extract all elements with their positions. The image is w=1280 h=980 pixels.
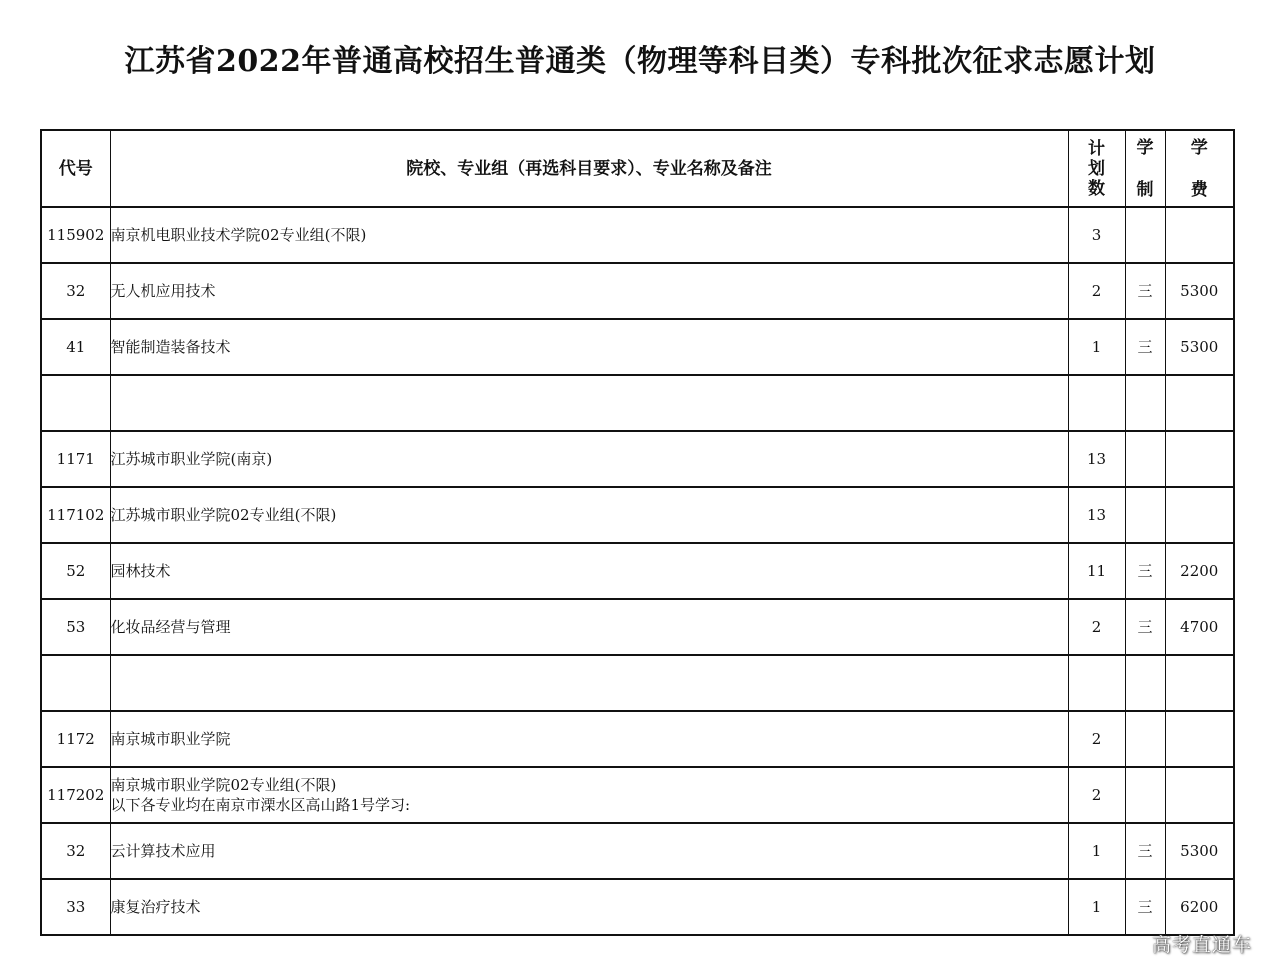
enrollment-plan-table <box>40 129 1235 936</box>
row-code: 1172 <box>41 711 110 767</box>
row-name: 云计算技术应用 <box>110 842 216 860</box>
row-description <box>110 319 1068 375</box>
row-name: 康复治疗技术 <box>110 898 201 916</box>
page-title: 江苏省2022年普通高校招生普通类（物理等科目类）专科批次征求志愿计划 <box>124 44 1156 79</box>
row-duration <box>1125 767 1165 823</box>
row-description <box>110 711 1068 767</box>
table-row <box>41 375 1234 431</box>
row-code: 117102 <box>41 487 110 543</box>
table-row <box>41 263 1234 319</box>
table-row <box>41 319 1234 375</box>
row-tuition <box>1165 375 1234 431</box>
table-header-row <box>41 130 1234 207</box>
row-plan-count: 13 <box>1068 431 1125 487</box>
header-code: 代号 <box>41 130 110 207</box>
row-tuition <box>1165 207 1234 263</box>
row-description <box>110 263 1068 319</box>
row-plan-count: 2 <box>1068 711 1125 767</box>
row-name: 南京城市职业学院02专业组(不限) <box>110 776 337 794</box>
row-tuition: 5300 <box>1165 319 1234 375</box>
row-code: 32 <box>41 823 110 879</box>
table-row <box>41 879 1234 935</box>
row-tuition <box>1165 655 1234 711</box>
row-name: 无人机应用技术 <box>110 282 216 300</box>
row-tuition: 6200 <box>1165 879 1234 935</box>
row-tuition <box>1165 767 1234 823</box>
row-description <box>110 207 1068 263</box>
row-description <box>110 431 1068 487</box>
table-row <box>41 207 1234 263</box>
row-tuition: 4700 <box>1165 599 1234 655</box>
table-row <box>41 543 1234 599</box>
row-description <box>110 655 1068 711</box>
row-duration <box>1125 487 1165 543</box>
row-name: 南京机电职业技术学院02专业组(不限) <box>110 226 367 244</box>
row-duration: 三 <box>1125 823 1165 879</box>
row-duration: 三 <box>1125 263 1165 319</box>
header-description: 院校、专业组（再选科目要求）、专业名称及备注 <box>110 130 1068 207</box>
row-description <box>110 599 1068 655</box>
table-row <box>41 767 1234 823</box>
row-plan-count: 2 <box>1068 263 1125 319</box>
row-duration <box>1125 207 1165 263</box>
row-code <box>41 375 110 431</box>
row-tuition <box>1165 487 1234 543</box>
table-row <box>41 487 1234 543</box>
watermark-text: 高考直通车 <box>1151 934 1252 956</box>
row-code: 52 <box>41 543 110 599</box>
row-duration <box>1125 655 1165 711</box>
table-row <box>41 655 1234 711</box>
row-name: 园林技术 <box>110 562 171 580</box>
row-tuition <box>1165 431 1234 487</box>
header-duration-char-2: 制 <box>1136 179 1154 200</box>
row-code: 32 <box>41 263 110 319</box>
row-duration: 三 <box>1125 599 1165 655</box>
row-duration <box>1125 711 1165 767</box>
header-duration-char-1: 学 <box>1136 137 1154 158</box>
row-duration: 三 <box>1125 543 1165 599</box>
row-name: 化妆品经营与管理 <box>110 618 231 636</box>
row-note: 以下各专业均在南京市溧水区高山路1号学习: <box>110 796 411 814</box>
table-row <box>41 823 1234 879</box>
row-code <box>41 655 110 711</box>
row-code: 1171 <box>41 431 110 487</box>
header-plan-char-1: 计 <box>1088 138 1105 159</box>
row-code: 41 <box>41 319 110 375</box>
table-row <box>41 431 1234 487</box>
header-tuition <box>1165 130 1234 207</box>
row-name: 智能制造装备技术 <box>110 338 231 356</box>
row-tuition: 5300 <box>1165 263 1234 319</box>
row-description <box>110 487 1068 543</box>
row-plan-count <box>1068 655 1125 711</box>
row-tuition: 5300 <box>1165 823 1234 879</box>
table-row <box>41 599 1234 655</box>
row-description <box>110 767 1068 823</box>
row-plan-count: 2 <box>1068 599 1125 655</box>
table-row <box>41 711 1234 767</box>
row-description <box>110 375 1068 431</box>
row-description <box>110 543 1068 599</box>
header-tuition-char-2: 费 <box>1190 179 1208 200</box>
row-duration <box>1125 431 1165 487</box>
row-plan-count: 13 <box>1068 487 1125 543</box>
row-name: 江苏城市职业学院02专业组(不限) <box>110 506 337 524</box>
row-plan-count: 11 <box>1068 543 1125 599</box>
row-name: 南京城市职业学院 <box>110 730 231 748</box>
row-plan-count <box>1068 375 1125 431</box>
row-plan-count: 1 <box>1068 823 1125 879</box>
row-duration <box>1125 375 1165 431</box>
row-tuition: 2200 <box>1165 543 1234 599</box>
row-plan-count: 1 <box>1068 879 1125 935</box>
row-description <box>110 823 1068 879</box>
row-plan-count: 1 <box>1068 319 1125 375</box>
row-plan-count: 3 <box>1068 207 1125 263</box>
row-duration: 三 <box>1125 879 1165 935</box>
row-description <box>110 879 1068 935</box>
header-plan-char-2: 划 <box>1088 158 1105 179</box>
row-code: 117202 <box>41 767 110 823</box>
header-tuition-char-1: 学 <box>1190 137 1208 158</box>
table-body <box>41 207 1234 935</box>
row-name: 江苏城市职业学院(南京) <box>110 450 273 468</box>
header-plan-char-3: 数 <box>1088 178 1105 199</box>
row-code: 53 <box>41 599 110 655</box>
row-tuition <box>1165 711 1234 767</box>
row-code: 33 <box>41 879 110 935</box>
row-plan-count: 2 <box>1068 767 1125 823</box>
row-code: 115902 <box>41 207 110 263</box>
row-duration: 三 <box>1125 319 1165 375</box>
header-plan-count <box>1068 130 1125 207</box>
header-duration <box>1125 130 1165 207</box>
